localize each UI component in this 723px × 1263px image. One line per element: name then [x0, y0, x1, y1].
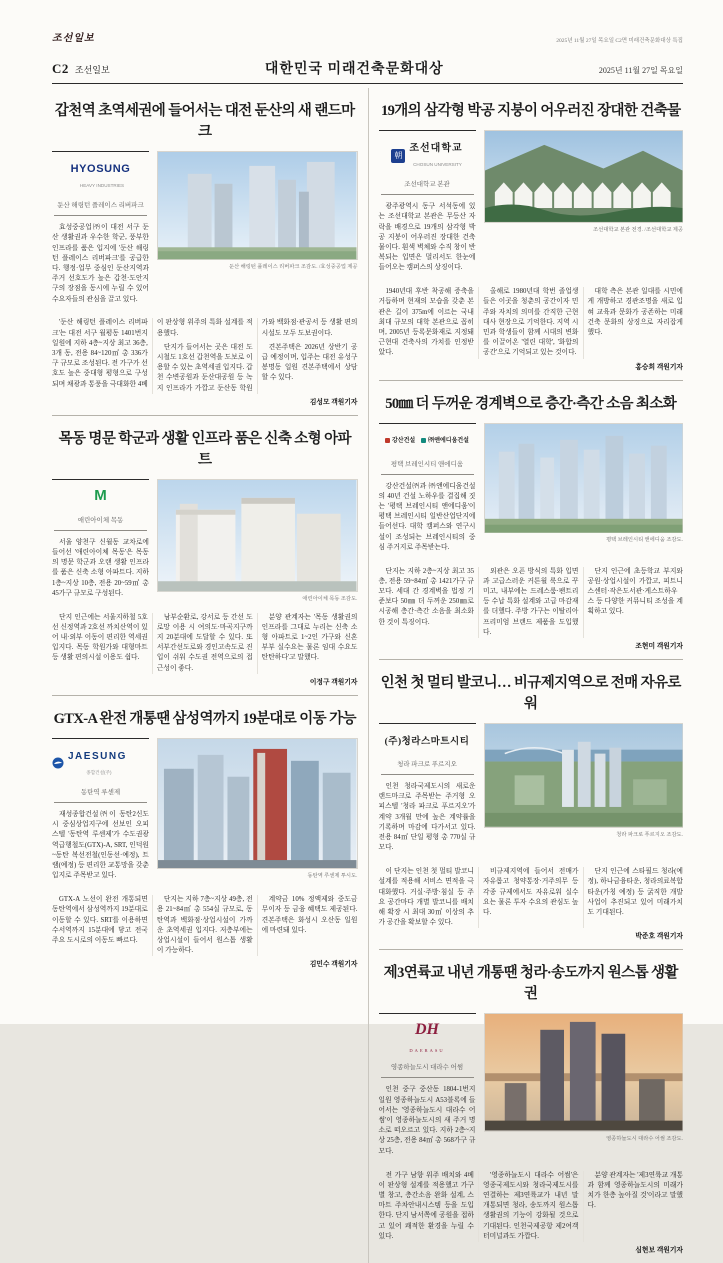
- section-and-paper: [52, 61, 110, 77]
- project-name: 애린아이체 목동: [54, 515, 147, 531]
- dh-monogram-sub: DAERASU: [409, 1047, 445, 1053]
- paragraph: 단지 인근에는 서울지하철 5호선 신정역과 2호선 까치산역이 있어 내·외부 이동이 편리한 역세권 입지다. 목동 학원가와 대형마트 등 생활 편의시설 이용도 쉽다.: [52, 613, 148, 662]
- photo-caption: 애린아이체 목동 조감도.: [302, 595, 358, 602]
- article-photo-box: [484, 423, 684, 544]
- project-name: 평택 브레인시티 앤에디움: [381, 459, 474, 475]
- advertiser-brand-box: [52, 151, 149, 311]
- jaesung-sub: 종합건설(주): [86, 769, 112, 775]
- article-body: [52, 613, 358, 674]
- article-headline: 인천 첫 멀티 발코니… 비규제지역으로 전매 자유로워: [380, 675, 681, 713]
- paragraph: 계약금 10% 정액제와 중도금 무이자 등 금융 혜택도 제공된다. 견본주택은 화성시 오산동 일원에 마련돼 있다.: [261, 896, 358, 934]
- article-headline: 목동 명문 학군과 생활 인프라 품은 신축 소형 아파트: [58, 430, 351, 468]
- article-pyeongtaek-braincity: [379, 381, 684, 660]
- project-name: 조선대학교 본관: [381, 179, 474, 195]
- article-body: [52, 318, 358, 393]
- article-photo-box: [484, 723, 684, 838]
- section-label: C2: [52, 61, 69, 76]
- paragraph: 단지는 지하 2층~지상 최고 35층, 전용 59~84㎡ 총 1421가구 규모다. 세대 간 경계벽을 법정 기준보다 50㎜ 더 두꺼운 250㎜로 시공해 층간·측간 소음을 최소화한 것이 특징이다.: [378, 567, 474, 626]
- green-m-logo: [52, 487, 149, 509]
- article-yeongjong-daerasu: [379, 950, 684, 1263]
- article-lead: 재성종합건설㈜이 동탄2신도시 중심상업지구에 선보인 오피스텔 '동탄역 루센제'가 수도권광역급행철도(GTX)-A, SRT, 인덕원~동탄 복선전철(인동선·예정), 트램(예정) 등 편리한 교통망을 갖춘 입지로 주목받고 있다.: [52, 811, 149, 880]
- byline: 이정구 객원기자: [309, 678, 358, 686]
- article-lead: 인천 중구 중산동 1804-1번지 일원 영종하늘도시 A53블록에 들어서는 '영종하늘도시 대라수 어썸'이 영종하늘도시의 새 주거 명소로 떠오르고 있다. 지하 2층~지상 25층, 전용 84㎡ 총 568가구 규모다.: [378, 1086, 476, 1155]
- advertiser-brand-box: [379, 423, 476, 560]
- chosun-univ-sub: CHOSUN UNIVERSITY: [413, 162, 462, 168]
- jaesung-wordmark: JAESUNG: [68, 750, 127, 762]
- byline: 김성모 객원기자: [309, 398, 358, 406]
- masthead-logo: 조선일보: [52, 33, 95, 44]
- section-header: [52, 58, 683, 84]
- article-headline: 19개의 삼각형 박공 지붕이 어우러진 장대한 건축물: [380, 103, 681, 119]
- paragraph: GTX-A 노선이 완전 개통되면 동탄역에서 삼성역까지 19분대로 이동할 수 있다. SRT를 이용하면 수서역까지 15분대에 닿고 전국 주요 도시로의 이동도 빠르다.: [52, 896, 148, 944]
- article-headline: GTX-A 완전 개통땐 삼성역까지 19분대로 이동 가능: [53, 710, 356, 727]
- builders-dual-logo: [379, 431, 476, 453]
- byline: 박준호 객원기자: [635, 933, 683, 941]
- project-name: 청라 파크로 푸르지오: [381, 759, 474, 775]
- cheongna-wordmark: (주)청라스마트시티: [384, 737, 470, 748]
- paper-name: 조선일보: [74, 65, 110, 75]
- advertiser-brand-box: [379, 723, 476, 860]
- article-photo-box: [484, 130, 684, 233]
- right-column: [368, 88, 684, 1263]
- paragraph: 1940년대 후반 착공해 증축을 거듭하며 현재의 모습을 갖춘 본관은 길이 375m에 이르는 국내 최대 규모의 대학 본관으로 꼽히며, 2005년 등록문화재로 지정돼 근현대 건축사의 가치를 인정받았다.: [378, 288, 474, 357]
- partner-wordmark: ㈜앤에디움건설: [428, 438, 469, 445]
- photo-caption: 영종하늘도시 대라수 어썸 조감도.: [606, 1135, 683, 1142]
- article-photo-box: [157, 479, 358, 602]
- advertiser-brand-box: [52, 738, 149, 888]
- paragraph: 견본주택은 2026년 상반기 공급 예정이며, 입주는 대전 유성구 봉명동 일원 견본주택에서 상담할 수 있다.: [261, 343, 358, 382]
- paragraph: '영종하늘도시 대라수 어썸'은 영종국제도시와 청라국제도시를 연결하는 제3연륙교가 내년 말 개통되면 청라, 송도까지 원스톱 생활권의 기능이 강화될 것으로 기대된다. 인천국제공항 제2여객터미널과도 가깝다.: [483, 1171, 579, 1240]
- article-lead: 강산건설㈜과 ㈜앤에디움건설의 40년 건설 노하우를 결집해 짓는 '평택 브레인시티 앤에디움'이 평택 브레인시티 일반산업단지에 들어선다. 대학 캠퍼스와 연구시설이 조성되는 브레인시티의 중심 주거지로 주목받는다.: [378, 482, 476, 551]
- article-body: [379, 567, 684, 638]
- article-body: [379, 867, 684, 928]
- page-title: 대한민국 미래건축문화대상: [264, 62, 444, 77]
- paragraph: 남부순환로, 강서로 등 간선 도로망 이용 시 여의도·마곡지구까지 20분대에 도달할 수 있다. 또 서부간선도로와 경인고속도로 진입이 쉬워 수도권 전역으로의 접근성이 좋다.: [156, 613, 253, 672]
- photo-caption: 둔산 해링턴 플레이스 리버파크 조감도. /효성중공업 제공: [229, 264, 358, 271]
- page-date: 2025년 11월 27일 목요일: [598, 66, 683, 75]
- article-photo-box: [157, 738, 358, 879]
- article-headline: 제3연륙교 내년 개통땐 청라·송도까지 원스톱 생활권: [383, 965, 678, 1003]
- article-body: [379, 287, 684, 358]
- left-column: [52, 88, 368, 1263]
- top-strip: [52, 14, 683, 44]
- paragraph: 비규제지역에 들어서 전매가 자유롭고 청약통장·거주의무 등 각종 규제에서도 자유로워 실수요는 물론 투자 수요의 관심도 높다.: [483, 868, 579, 916]
- article-photo-box: [484, 1013, 684, 1142]
- hyosung-wordmark: HYOSUNG: [70, 163, 131, 175]
- photo-caption: 청라 파크로 푸르지오 조감도.: [616, 831, 683, 838]
- advertiser-brand-box: [379, 130, 476, 280]
- cheongna-smartcity-logo: [379, 731, 476, 753]
- dusk-towers-illustration: [484, 1013, 684, 1132]
- article-lead: 광주광역시 동구 서석동에 있는 조선대학교 본관은 무등산 자락을 배경으로 19개의 삼각형 박공 지붕이 어우러진 장대한 건축물이다. 흰색 벽체와 수직 창이 반복되는 입면은 멀리서도 한눈에 들어오는 캠퍼스의 상징이다.: [378, 203, 476, 272]
- photo-caption: 평택 브레인시티 앤에디움 조감도.: [606, 537, 683, 544]
- chosun-univ-emblem-icon: 朝: [391, 149, 405, 163]
- paragraph: 단지 인근에 초등학교 부지와 공원·상업시설이 가깝고, 피트니스센터·작은도서관·게스트하우스 등 다양한 커뮤니티 조성을 계획하고 있다.: [587, 567, 683, 616]
- hyosung-logo: [52, 159, 149, 194]
- article-headline: 50㎜ 더 두꺼운 경계벽으로 층간·측간 소음 최소화: [385, 395, 677, 412]
- article-chosun-university: [379, 88, 684, 381]
- paragraph: 전 가구 남향 위주 배치와 4베이 판상형 설계를 적용했고 가구별 창고, 층간소음 완화 설계, 스마트 주차안내시스템 등을 도입한다. 단지 남서쪽에 공원을 접하고 있어 쾌적한 환경을 누릴 수 있다.: [378, 1171, 474, 1240]
- byline: 조현미 객원기자: [635, 643, 683, 651]
- byline: 홍승희 객원기자: [635, 363, 683, 371]
- article-photo-box: [157, 151, 358, 270]
- dh-monogram: DH: [415, 1021, 439, 1039]
- daerasu-monogram-logo: [379, 1021, 476, 1056]
- aerial-city-illustration: [484, 723, 684, 828]
- green-m-mark: M: [94, 486, 107, 504]
- jaesung-logo: [52, 746, 127, 781]
- paragraph: 단지가 들어서는 곳은 대전 도시철도 1호선 갑천역을 도보로 이용할 수 있는 초역세권 입지다. 갑천 수변공원과 둔산대공원 등 녹지 인프라가 가깝고 둔산동 학원가와 백화점·관공서 등 생활 편의시설도 모두 도보권이다.: [156, 319, 358, 392]
- paragraph: 단지는 지하 7층~지상 49층, 전용 21~84㎡ 총 554실 규모로, 동탄역과 백화점·상업시설이 가까운 초역세권 입지다. 저층부에는 상업시설이 들어서 원스톱 생활이 가능하다.: [156, 896, 253, 955]
- photo-caption: 조선대학교 본관 전경. /조선대학교 제공: [593, 226, 683, 233]
- advertiser-brand-box: [379, 1013, 476, 1163]
- hyosung-sub: HEAVY INDUSTRIES: [79, 183, 125, 189]
- gangsan-logo-icon: [385, 438, 390, 443]
- building-rendering-illustration: [157, 151, 358, 260]
- partner-logo-icon: [421, 438, 426, 443]
- gangsan-wordmark: 강산건설: [392, 438, 416, 445]
- jaesung-swirl-icon: [52, 757, 64, 769]
- paragraph: 분양 관계자는 '제3연륙교 개통과 함께 영종하늘도시의 미래가치가 한층 높아질 것'이라고 말했다.: [587, 1171, 684, 1210]
- chosun-univ-logo: [379, 138, 476, 173]
- paragraph: 이 단지는 인천 첫 멀티 발코니 설계를 적용해 서비스 면적을 극대화했다. 거실·주방·침실 등 주요 공간마다 개별 발코니를 배치해 확장 시 최대 30㎡ 이상의 추가 공간을 확보할 수 있다.: [378, 868, 474, 927]
- article-mokdong-apartment: [52, 416, 358, 696]
- project-name: 영종하늘도시 대라수 어썸: [381, 1062, 474, 1078]
- paragraph: 대학 측은 본관 일대를 시민에게 개방하고 경관조명을 새로 입혀 교육과 문화가 공존하는 미래건축 문화의 상징으로 자리잡게 했다.: [587, 288, 683, 337]
- project-name: 동탄역 루센제: [54, 787, 147, 803]
- article-body: [379, 1171, 684, 1242]
- advertiser-brand-box: [52, 479, 149, 606]
- photo-caption: 동탄역 루센제 투시도.: [307, 872, 358, 879]
- paragraph: 올해로 1980년대 학번 졸업생들은 이곳을 청춘의 공간이자 민주와 자치의 의미를 간직한 근현대사 현장으로 기억한다. 지역 시민과 학생들이 함께 시대의 변화를 이끌어온 '열린 대학', '화합의 공간'으로 기억되고 있는 것이다.: [483, 288, 579, 357]
- paragraph: '둔산 해링턴 플레이스 리버파크'는 대전 서구 월평동 1401번지 일원에 지하 4층~지상 최고 36층, 3개 동, 전용 84~120㎡ 총 336가구 규모로 조성된다. 전 가구가 선호도 높은 중대형 평형으로 구성되며 채광과 통풍을 극대화한 4베이 판상형 위주의 특화 설계를 적용했다.: [52, 319, 253, 388]
- building-rendering-illustration: [157, 479, 358, 592]
- paragraph: 분양 관계자는 '목동 생활권의 인프라를 그대로 누리는 신축 소형 아파트로 1~2인 가구와 신혼부부 실수요는 물론 임대 수요도 탄탄하다'고 말했다.: [261, 613, 358, 662]
- edition-info: 2025년 11월 27일 목요일 C2면 미래건축문화대상 특집: [556, 38, 683, 44]
- paragraph: 외관은 오픈 방식의 특화 입면과 고급스러운 커튼월 룩으로 꾸미고, 내부에는 드레스룸·팬트리 등 수납 특화 설계와 고급 마감재를 더했다. 주방 가구는 이탈리아 프리미엄 브랜드 제품을 도입했다.: [483, 567, 579, 636]
- article-dunsan-harrington: [52, 88, 358, 416]
- article-lead: 효성중공업㈜이 대전 서구 둔산 생활권과 우수한 학군, 풍부한 인프라를 품은 입지에 '둔산 해링턴 플레이스 리버파크'를 공급한다. 행정·업무 중심인 둔산지역과 주거 선호도가 높은 갑천·도안지구의 장점을 동시에 누릴 수 있어 수요자들의 관심을 끌고 있다.: [52, 224, 149, 303]
- article-headline: 갑천역 초역세권에 들어서는 대전 둔산의 새 랜드마크: [54, 103, 355, 140]
- building-rendering-illustration: [157, 738, 358, 869]
- content-columns: [52, 88, 683, 1263]
- byline: 심현보 객원기자: [635, 1246, 683, 1254]
- paragraph: 단지 인근에 스타필드 청라(예정), 하나금융타운, 청라의료복합타운(가칭 예정) 등 굵직한 개발사업이 추진되고 있어 미래가치도 기대된다.: [587, 868, 683, 916]
- article-body: [52, 895, 358, 956]
- article-lead: 인천 청라국제도시의 새로운 랜드마크로 주목받는 주거형 오피스텔 '청라 파크로 푸르지오'가 계약 3개월 만에 높은 계약률을 기록하며 마감에 다가서고 있다. 전용 84㎡ 단일 평형 총 770실 규모다.: [378, 783, 476, 852]
- article-dongtan-lucenje: [52, 696, 358, 977]
- byline: 김민수 객원기자: [309, 961, 358, 969]
- article-cheongna-purgio: [379, 660, 684, 950]
- chosun-univ-wordmark: 조선대학교: [409, 143, 463, 154]
- project-name: 둔산 해링턴 플레이스 리버파크: [54, 200, 147, 216]
- building-rendering-illustration: [484, 423, 684, 534]
- article-lead: 서울 양천구 신월동 교차로에 들어선 '애린아이체 목동'은 목동의 명문 학군과 오랜 생활 인프라를 품은 신축 소형 아파트다. 지하 1층~지상 10층, 전용 20~59㎡ 총 45가구 규모로 구성된다.: [52, 538, 149, 597]
- campus-photo-illustration: [484, 130, 684, 223]
